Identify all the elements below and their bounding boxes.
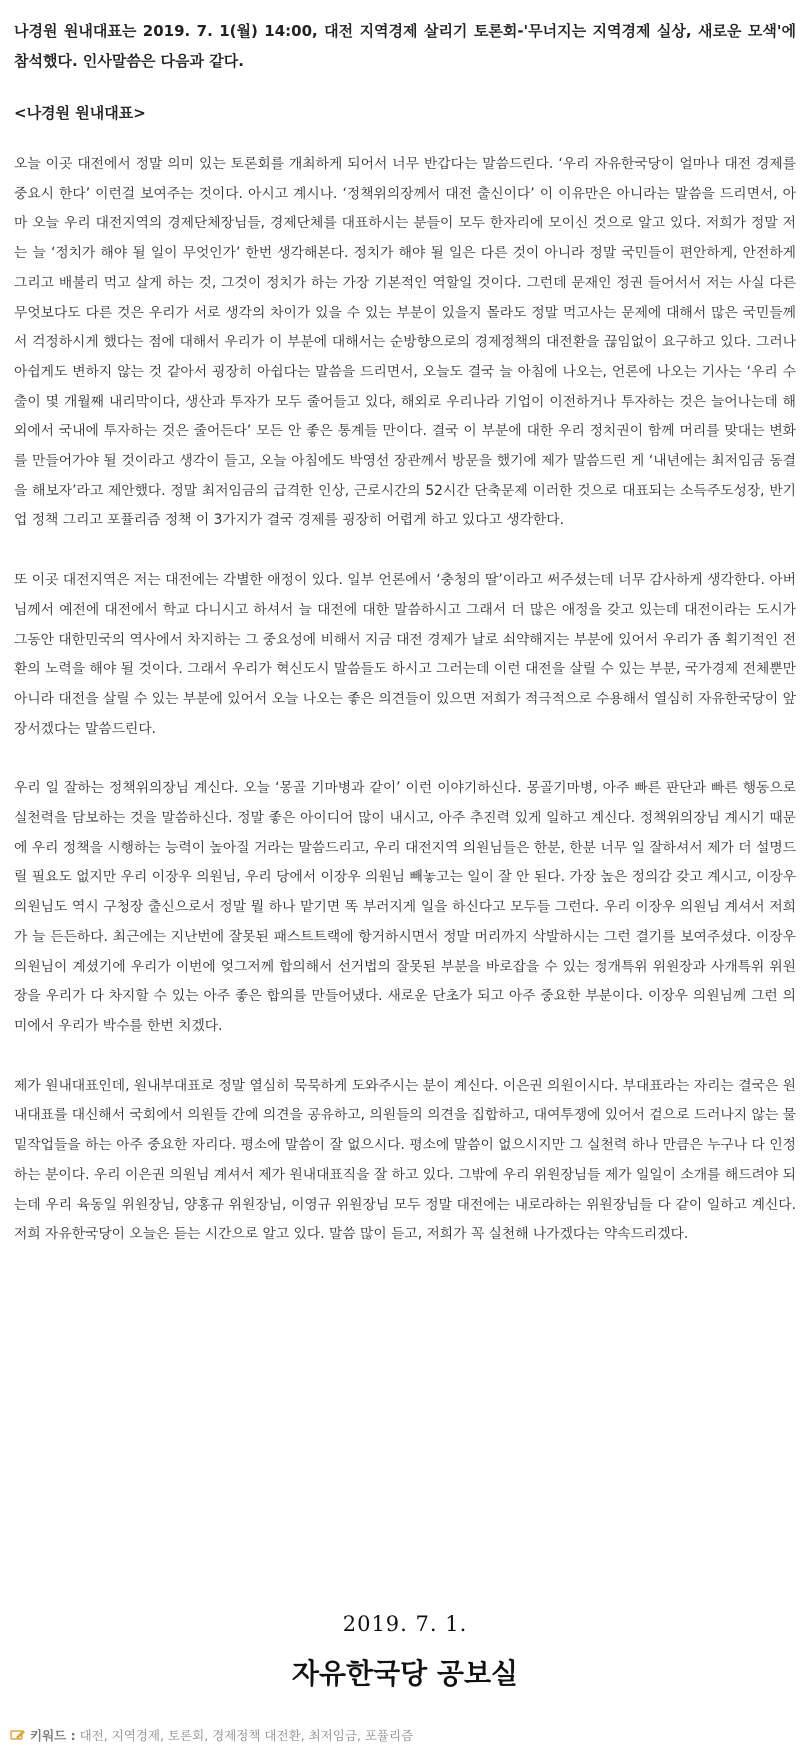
issuing-organization: 자유한국당 공보실	[291, 1657, 519, 1690]
speech-paragraph-2: 또 이곳 대전지역은 저는 대전에는 각별한 애정이 있다. 일부 언론에서 ‘충청의 딸’이라고 써주셨는데 너무 감사하게 생각한다. 아버님께서 예전에 대전에서 학교 다니시고 하셔서 늘 대전에 대한 말씀하시고 그래서 더 많은 애정을 갖고 있는데 대전이라는 도시가 그동안 대한민국의 역사에서 차지하는 그 중요성에 비해서 지금 대전 경제가 날로 쇠약해지는 부분에 있어서 우리가 좀 획기적인 전환의 노력을 해야 될 것이다. 그래서 우리가 혁신도시 말씀들도 하시고 그러는데 이런 대전을 살릴 수 있는 부분, 국가경제 전체뿐만 아니라 대전을 살릴 수 있는 부분에 있어서 오늘 나오는 좋은 의견들이 있으면 저희가 적극적으로 수용해서 열심히 자유한국당이 앞장서겠다는 말씀드린다.	[14, 572, 796, 737]
keyword-link[interactable]: 토론회	[167, 1728, 205, 1743]
keyword-separator: ,	[204, 1728, 213, 1743]
pencil-tag-icon	[10, 1729, 26, 1741]
keyword-link[interactable]: 최저임금	[308, 1728, 357, 1743]
keyword-separator: ,	[300, 1728, 309, 1743]
speech-paragraph-3: 우리 일 잘하는 정책위의장님 계신다. 오늘 ‘몽골 기마병과 같이’ 이런 이야기하신다. 몽골기마병, 아주 빠른 판단과 빠른 행동으로 실천력을 담보하는 것을 말씀하신다. 정말 좋은 아이디어 많이 내시고, 아주 추진력 있게 일하고 계신다. 정책위의장님 계시기 때문에 우리 정책을 시행하는 능력이 높아질 거라는 말씀드리고, 우리 대전지역 의원님들은 한분, 한분 너무 일 잘하셔서 제가 더 설명드릴 필요도 없지만 우리 이장우 의원님, 우리 당에서 이장우 의원님 빼놓고는 일이 잘 안 된다. 가장 높은 정의감 갖고 계시고, 이장우 의원님도 역시 구청장 출신으로서 정말 뭘 하나 맡기면 똑 부러지게 일을 하신다고 모두들 그런다. 우리 이장우 의원님 계셔서 저희가 늘 든든하다. 최근에는 지난번에 잘못된 패스트트랙에 항거하시면서 정말 머리까지 삭발하시는 그런 결기를 보여주셨다. 이장우 의원님이 계셨기에 우리가 이번에 엊그저께 합의해서 선거법의 잘못된 부분을 바로잡을 수 있는 정개특위 위원장과 사개특위 위원장을 우리가 다 차지할 수 있는 아주 좋은 합의를 만들어냈다. 새로운 단초가 되고 아주 중요한 부분이다. 이장우 의원님께 그런 의미에서 우리가 박수를 한번 치겠다.	[14, 780, 796, 1034]
speech-paragraph-4: 제가 원내대표인데, 원내부대표로 정말 열심히 묵묵하게 도와주시는 분이 계신다. 이은권 의원이시다. 부대표라는 자리는 결국은 원내대표를 대신해서 국회에서 의원들 간에 의견을 공유하고, 의원들의 의견을 집합하고, 대여투쟁에 있어서 겉으로 드러나지 않는 물밑작업들을 하는 아주 중요한 자리다. 평소에 말씀이 잘 없으시다. 평소에 말씀이 없으시지만 그 실천력 하나 만큼은 누구나 다 인정하는 분이다. 우리 이은권 의원님 계셔서 제가 원내대표직을 잘 하고 있다. 그밖에 우리 위원장님들 제가 일일이 소개를 해드려야 되는데 우리 육동일 위원장님, 양홍규 위원장님, 이영규 위원장님 모두 정말 대전에는 내로라하는 위원장님들 다 같이 일하고 계신다. 저희 자유한국당이 오늘은 듣는 시간으로 알고 있다. 말씀 많이 듣고, 저희가 꼭 실천해 나가겠다는 약속드리겠다.	[14, 1077, 796, 1243]
intro-text: 나경원 원내대표는 2019. 7. 1(월) 14:00, 대전 지역경제 살리기 토론회-'무너지는 지역경제 실상, 새로운 모색'에 참석했다. 인사말씀은 다음과 같다.	[14, 22, 796, 70]
speaker-heading: <나경원 원내대표>	[14, 104, 146, 122]
keyword-link[interactable]: 대전	[79, 1728, 104, 1743]
keyword-list	[80, 1726, 414, 1744]
release-date: 2019. 7. 1.	[342, 1612, 468, 1636]
speech-paragraph-1: 오늘 이곳 대전에서 정말 의미 있는 토론회를 개최하게 되어서 너무 반갑다는 말씀드린다. ‘우리 자유한국당이 얼마나 대전 경제를 중요시 한다’ 이런걸 보여주는 것이다. 아시고 계시나. ‘정책위의장께서 대전 출신이다’ 이 이유만은 아니라는 말씀을 드리면서, 아마 오늘 우리 대전지역의 경제단체장님들, 경제단체를 대표하시는 분들이 모두 한자리에 모이신 것으로 알고 있다. 저희가 정말 저는 늘 ‘정치가 해야 될 일이 무엇인가’ 한번 생각해본다. 정치가 해야 될 일은 다른 것이 아니라 정말 국민들이 편안하게, 안전하게 그리고 배불리 먹고 살게 하는 것, 그것이 정치가 하는 가장 기본적인 역할일 것이다. 그런데 문재인 정권 들어서서 저는 사실 다른 무엇보다도 다른 것은 우리가 서로 생각의 차이가 있을 수 있는 부분이 있을지 몰라도 정말 먹고사는 문제에 대해서 많은 국민들께서 걱정하시게 했다는 점에 대해서 우리가 이 부분에 대해서는 순방향으로의 경제정책의 대전환을 끊임없이 요구하고 있다. 그러나 아쉽게도 변하지 않는 것 같아서 굉장히 아쉽다는 말씀을 드리면서, 오늘도 결국 늘 아침에 나오는, 언론에 나오는 기사는 ‘우리 수출이 몇 개월째 내리막이다, 생산과 투자가 모두 줄어들고 있다, 해외로 우리나라 기업이 이전하거나 투자하는 것은 늘어나는데 해외에서 국내에 투자하는 것은 줄어든다’ 모든 안 좋은 통계들 만이다. 결국 이 부분에 대한 우리 정치권이 함께 머리를 맞대는 변화를 만들어가야 될 것이라고 생각이 들고, 오늘 아침에도 박영선 장관께서 방문을 했기에 제가 말씀드린 게 ‘내년에는 최저임금 동결을 해보자’라고 제안했다. 정말 최저임금의 급격한 인상, 근로시간의 52시간 단축문제 이러한 것으로 대표되는 소득주도성장, 반기업 정책 그리고 포퓰리즘 정책 이 3가지가 결국 경제를 굉장히 어렵게 하고 있다고 생각한다.	[14, 156, 796, 529]
keyword-link[interactable]: 지역경제	[111, 1728, 160, 1743]
keyword-label: 키워드 :	[30, 1728, 76, 1743]
keyword-bar	[10, 1726, 413, 1744]
keyword-link[interactable]: 경제정책 대전환	[212, 1728, 301, 1743]
keyword-link[interactable]: 포퓰리즘	[364, 1728, 414, 1743]
keyword-separator: ,	[103, 1728, 112, 1743]
keyword-separator: ,	[160, 1728, 168, 1743]
article-body	[14, 16, 796, 1280]
keyword-separator: ,	[356, 1728, 365, 1743]
